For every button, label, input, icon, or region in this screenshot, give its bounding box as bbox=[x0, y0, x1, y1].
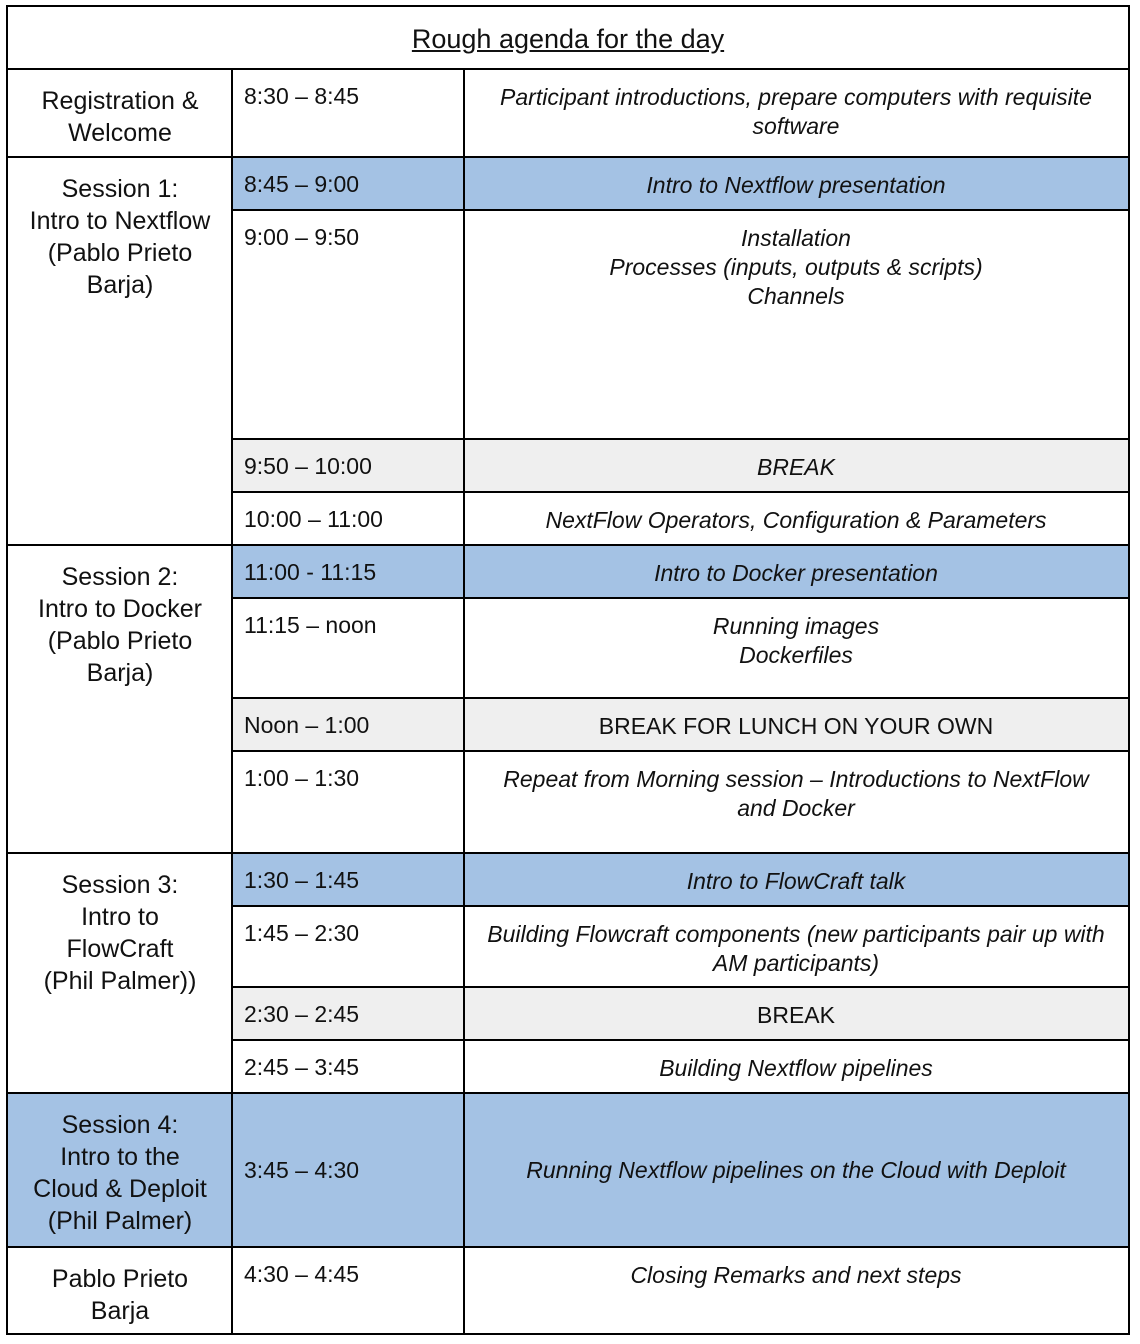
time-slot: Noon – 1:00 bbox=[244, 712, 370, 738]
time-cell bbox=[232, 439, 464, 492]
row-divider bbox=[232, 905, 1128, 907]
time-slot: 8:45 – 9:00 bbox=[244, 171, 360, 197]
session-label bbox=[41, 85, 198, 157]
time-slot: 1:30 – 1:45 bbox=[244, 867, 360, 893]
time-cell bbox=[232, 987, 464, 1040]
time-cell bbox=[232, 210, 464, 439]
activity-text: Intro to FlowCraft talk bbox=[686, 868, 906, 894]
session-label-line: Welcome bbox=[68, 119, 172, 147]
session-cell bbox=[8, 545, 232, 853]
session-label-line: Intro to Docker bbox=[38, 595, 202, 623]
activity-text: Closing Remarks and next steps bbox=[630, 1262, 962, 1288]
activity-text: Running Nextflow pipelines on the Cloud with Deploit bbox=[526, 1156, 1066, 1183]
activity-text: Intro to Nextflow presentation bbox=[646, 172, 946, 198]
activity-text: Repeat from Morning session – Introductions to NextFlow and Docker bbox=[503, 766, 1089, 821]
activity-cell bbox=[464, 157, 1128, 210]
activity-cell bbox=[464, 1093, 1128, 1247]
activity-text: Building Nextflow pipelines bbox=[659, 1055, 933, 1081]
session-label-line: Intro to the bbox=[60, 1143, 180, 1171]
time-cell bbox=[232, 69, 464, 157]
time-cell bbox=[232, 492, 464, 545]
time-slot: 2:45 – 3:45 bbox=[244, 1054, 360, 1080]
time-cell bbox=[232, 157, 464, 210]
activity-text: Dockerfiles bbox=[739, 642, 853, 668]
time-slot: 11:15 – noon bbox=[244, 612, 377, 638]
row-divider bbox=[8, 1246, 1128, 1248]
session-cell bbox=[8, 69, 232, 157]
activity-cell bbox=[464, 698, 1128, 751]
time-cell bbox=[232, 698, 464, 751]
row-divider bbox=[232, 1039, 1128, 1041]
activity-cell bbox=[464, 69, 1128, 157]
activity-text: Installation bbox=[741, 225, 851, 251]
session-cell bbox=[8, 1093, 232, 1247]
time-slot: 1:45 – 2:30 bbox=[244, 920, 360, 946]
time-cell bbox=[232, 1093, 464, 1247]
activity-cell bbox=[464, 492, 1128, 545]
session-label-line: Session 2: bbox=[61, 563, 179, 591]
session-label-line: (Pablo Prieto bbox=[47, 627, 193, 655]
activity-cell bbox=[464, 987, 1128, 1040]
row-divider bbox=[232, 209, 1128, 211]
time-slot: 3:45 – 4:30 bbox=[244, 1156, 360, 1183]
row-divider bbox=[8, 852, 1128, 854]
session-label-line: Session 1: bbox=[61, 175, 179, 203]
activity-cell bbox=[464, 906, 1128, 987]
session-label-line: Session 3: bbox=[61, 871, 179, 899]
column-divider bbox=[231, 69, 233, 1335]
session-label bbox=[30, 173, 211, 545]
activity-text: Intro to Docker presentation bbox=[654, 560, 938, 586]
activity-text: BREAK bbox=[757, 1002, 835, 1028]
activity-cell bbox=[464, 1040, 1128, 1093]
activity-text: BREAK FOR LUNCH ON YOUR OWN bbox=[598, 713, 994, 739]
time-slot: 10:00 – 11:00 bbox=[244, 506, 383, 532]
session-label-line: Intro to bbox=[81, 903, 159, 931]
session-label bbox=[33, 1109, 207, 1247]
session-label-line: (Pablo Prieto bbox=[47, 239, 193, 267]
time-slot: 9:50 – 10:00 bbox=[244, 453, 372, 479]
session-label-line: Pablo Prieto bbox=[51, 1265, 189, 1293]
time-slot: 11:00 - 11:15 bbox=[244, 559, 377, 585]
session-cell bbox=[8, 853, 232, 1093]
activity-cell bbox=[464, 439, 1128, 492]
row-divider bbox=[232, 750, 1128, 752]
session-label-line: (Phil Palmer) bbox=[47, 1207, 193, 1235]
activity-text: BREAK bbox=[757, 454, 835, 480]
time-cell bbox=[232, 751, 464, 853]
column-divider bbox=[463, 69, 465, 1335]
row-divider bbox=[232, 491, 1128, 493]
title-divider bbox=[8, 68, 1128, 70]
session-label-line: Intro to Nextflow bbox=[29, 207, 211, 235]
session-cell bbox=[8, 1247, 232, 1335]
activity-cell bbox=[464, 751, 1128, 853]
session-label-line: Session 4: bbox=[61, 1111, 179, 1139]
time-cell bbox=[232, 906, 464, 987]
activity-text: Channels bbox=[747, 283, 845, 309]
row-divider bbox=[8, 544, 1128, 546]
row-divider bbox=[232, 438, 1128, 440]
session-label bbox=[44, 869, 197, 1093]
time-slot: 1:00 – 1:30 bbox=[244, 765, 360, 791]
activity-text: Participant introductions, prepare computers with requisite software bbox=[500, 84, 1092, 139]
activity-cell bbox=[464, 1247, 1128, 1335]
activity-text: Processes (inputs, outputs & scripts) bbox=[609, 254, 983, 280]
time-cell bbox=[232, 853, 464, 906]
session-label-line: Barja) bbox=[86, 271, 154, 299]
session-label-line: Barja) bbox=[86, 659, 154, 687]
session-label bbox=[52, 1263, 188, 1335]
activity-cell bbox=[464, 210, 1128, 439]
session-label-line: FlowCraft bbox=[66, 935, 174, 963]
row-divider bbox=[232, 986, 1128, 988]
activity-text: NextFlow Operators, Configuration & Parameters bbox=[545, 507, 1047, 533]
time-cell bbox=[232, 545, 464, 598]
time-cell bbox=[232, 598, 464, 698]
row-divider bbox=[232, 597, 1128, 599]
session-label-line: (Phil Palmer)) bbox=[43, 967, 197, 995]
row-divider bbox=[8, 156, 1128, 158]
time-cell bbox=[232, 1247, 464, 1335]
activity-cell bbox=[464, 598, 1128, 698]
time-slot: 4:30 – 4:45 bbox=[244, 1261, 360, 1287]
row-divider bbox=[232, 697, 1128, 699]
activity-cell bbox=[464, 545, 1128, 598]
time-slot: 9:00 – 9:50 bbox=[244, 224, 360, 250]
session-label-line: Registration & bbox=[41, 87, 199, 115]
activity-text: Running images bbox=[712, 613, 880, 639]
time-slot: 8:30 – 8:45 bbox=[244, 83, 360, 109]
session-label-line: Cloud & Deploit bbox=[33, 1175, 207, 1203]
activity-text: Building Flowcraft components (new participants pair up with AM participants) bbox=[487, 921, 1105, 976]
agenda-table bbox=[6, 5, 1130, 1335]
time-cell bbox=[232, 1040, 464, 1093]
session-cell bbox=[8, 157, 232, 545]
time-slot: 2:30 – 2:45 bbox=[244, 1001, 360, 1027]
row-divider bbox=[8, 1092, 1128, 1094]
activity-cell bbox=[464, 853, 1128, 906]
session-label-line: Barja bbox=[90, 1297, 150, 1325]
session-label bbox=[38, 561, 202, 853]
agenda-title: Rough agenda for the day bbox=[411, 23, 725, 54]
